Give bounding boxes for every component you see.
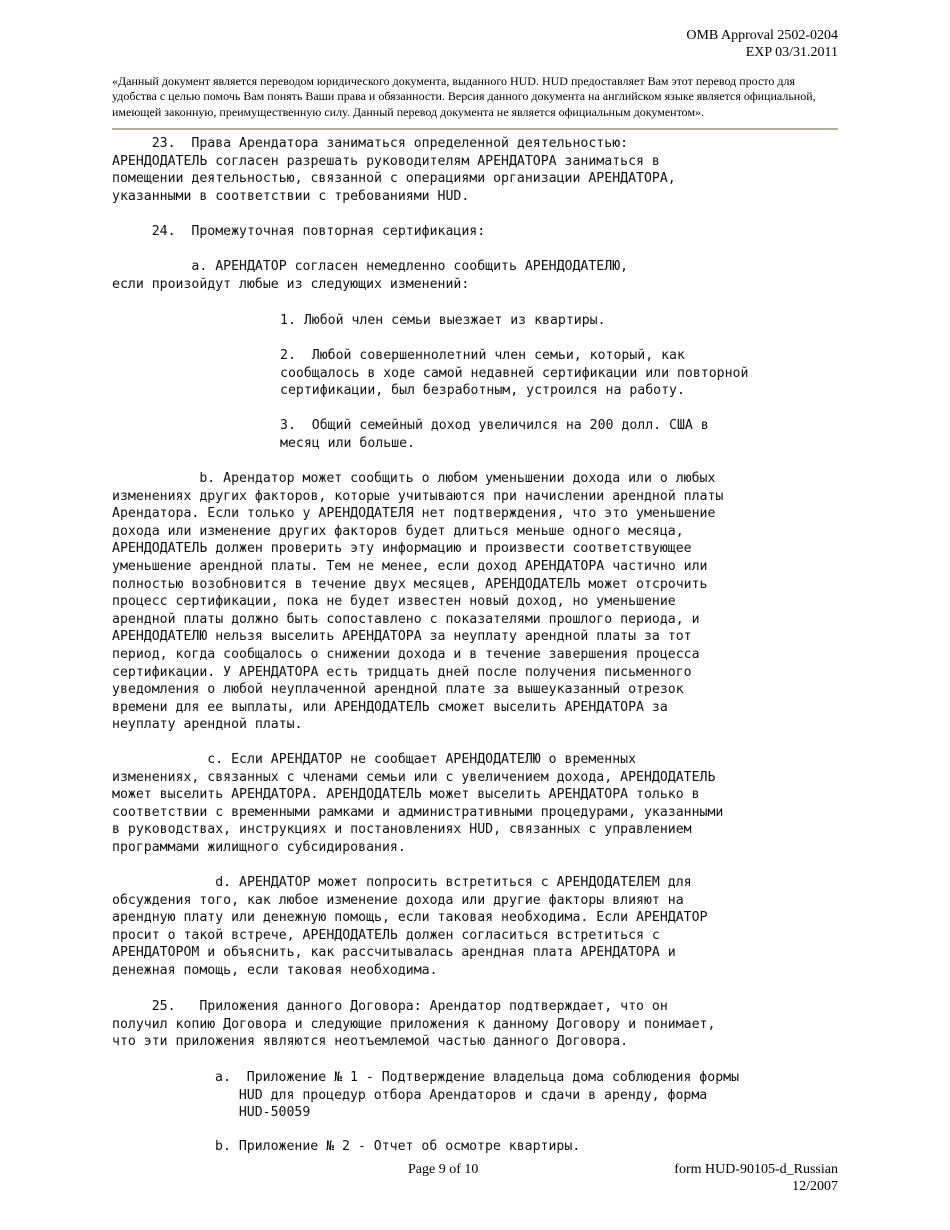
header-divider [112, 128, 838, 130]
form-number [674, 1161, 838, 1195]
section-25: 25. Приложения данного Договора: Арендатор подтверждает, что он получил копию Договора и следующие приложения к данному Договору и понимает, что эти приложения являются неотъемлемой частью данного Договора. [112, 999, 716, 1050]
omb-approval [686, 27, 838, 61]
omb-approval-number: OMB Approval 2502-0204 [686, 28, 838, 43]
section-24d: d. АРЕНДАТОР может попросить встретиться с АРЕНДОДАТЕЛЕМ для обсуждения того, как любое изменение дохода или другие факторы влияют на арендную плату или денежную помощь, если таковая необходима. Если АРЕНДАТОР просит о такой встрече, АРЕНДОДАТЕЛЬ должен согласиться встретиться с АРЕНДАТОРОМ и объяснить, как рассчитывалась арендная плата АРЕНДАТОРА и денежная помощь, если таковая необходима. [112, 875, 708, 978]
section-24c: c. Если АРЕНДАТОР не сообщает АРЕНДОДАТЕЛЮ о временных изменениях, связанных с членами семьи или с увеличением дохода, АРЕНДОДАТЕЛЬ может выселить АРЕНДАТОРА. АРЕНДОДАТЕЛЬ может выселить АРЕНДАТОРА только в соответствии с временными рамками и административными процедурами, указанными в руководствах, инструкциях и постановлениях HUD, связанных с управлением программами жилищного субсидирования. [112, 752, 724, 855]
form-date: 12/2007 [792, 1179, 838, 1194]
omb-expiration: EXP 03/31.2011 [745, 45, 838, 60]
section-24b: b. Арендатор может сообщить о любом уменьшении дохода или о любых изменениях других факторов, которые учитываются при начислении арендной платы Арендатора. Если только у АРЕНДОДАТЕЛЯ нет подтверждения, что это уменьшение дохода или изменение других факторов будет длиться меньше одного месяца, АРЕНДОДАТЕЛЬ должен проверить эту информацию и произвести соответствующее уменьшение арендной платы. Тем не менее, если доход АРЕНДАТОРА частично или полностью возобновится в течение двух месяцев, АРЕНДОДАТЕЛЬ может отсрочить процесс сертификации, пока не будет известен новый доход, но уменьшение арендной платы должно быть сопоставлено с показателями прошлого периода, и АРЕНДОДАТЕЛЮ нельзя выселить АРЕНДАТОРА за неуплату арендной платы за тот период, когда сообщалось о снижении дохода и в течение завершения процесса сертификации. У АРЕНДАТОРА есть тридцать дней после получения письменного уведомления о любой неуплаченной арендной плате за вышеуказанный отрезок времени для ее выплаты, или АРЕНДОДАТЕЛЬ сможет выселить АРЕНДАТОРА за неуплату арендной платы. [112, 471, 724, 733]
section-24-title: 24. Промежуточная повторная сертификация: [112, 224, 486, 239]
attachment-b: b. Приложение № 2 - Отчет об осмотре квартиры. [215, 1139, 581, 1154]
form-id: form HUD-90105-d_Russian [674, 1162, 838, 1177]
translation-notice: «Данный документ является переводом юридического документа, выданного HUD. HUD предоставляет Вам этот перевод просто для удобства с целью помочь Вам понять Ваши права и обязанности. Версия данного документа на английском языке является официальной, имеющей законную, преимущественную силу. Данный перевод документа не является официальным документом». [112, 74, 816, 119]
section-24a-item-2: 2. Любой совершеннолетний член семьи, который, как сообщалось в ходе самой недавней сертификации или повторной сертификации, был безработным, устроился на работу. [280, 348, 749, 399]
section-24a: a. АРЕНДАТОР согласен немедленно сообщить АРЕНДОДАТЕЛЮ, если произойдут любые из следующих изменений: [112, 259, 629, 292]
page-number: Page 9 of 10 [408, 1162, 479, 1177]
section-23: 23. Права Арендатора заниматься определенной деятельностью: АРЕНДОДАТЕЛЬ согласен разрешать руководителям АРЕНДАТОРА заниматься в помещении деятельностью, связанной с операциями организации АРЕНДАТОРА, указанными в соответствии с требованиями HUD. [112, 136, 676, 204]
attachment-a: a. Приложение № 1 - Подтверждение владельца дома соблюдения формы HUD для процедур отбора Арендаторов и сдачи в аренду, форма HUD-50059 [215, 1070, 740, 1121]
section-24a-item-3: 3. Общий семейный доход увеличился на 200 долл. США в месяц или больше. [280, 418, 709, 451]
section-24a-item-1: 1. Любой член семьи выезжает из квартиры. [280, 313, 606, 328]
